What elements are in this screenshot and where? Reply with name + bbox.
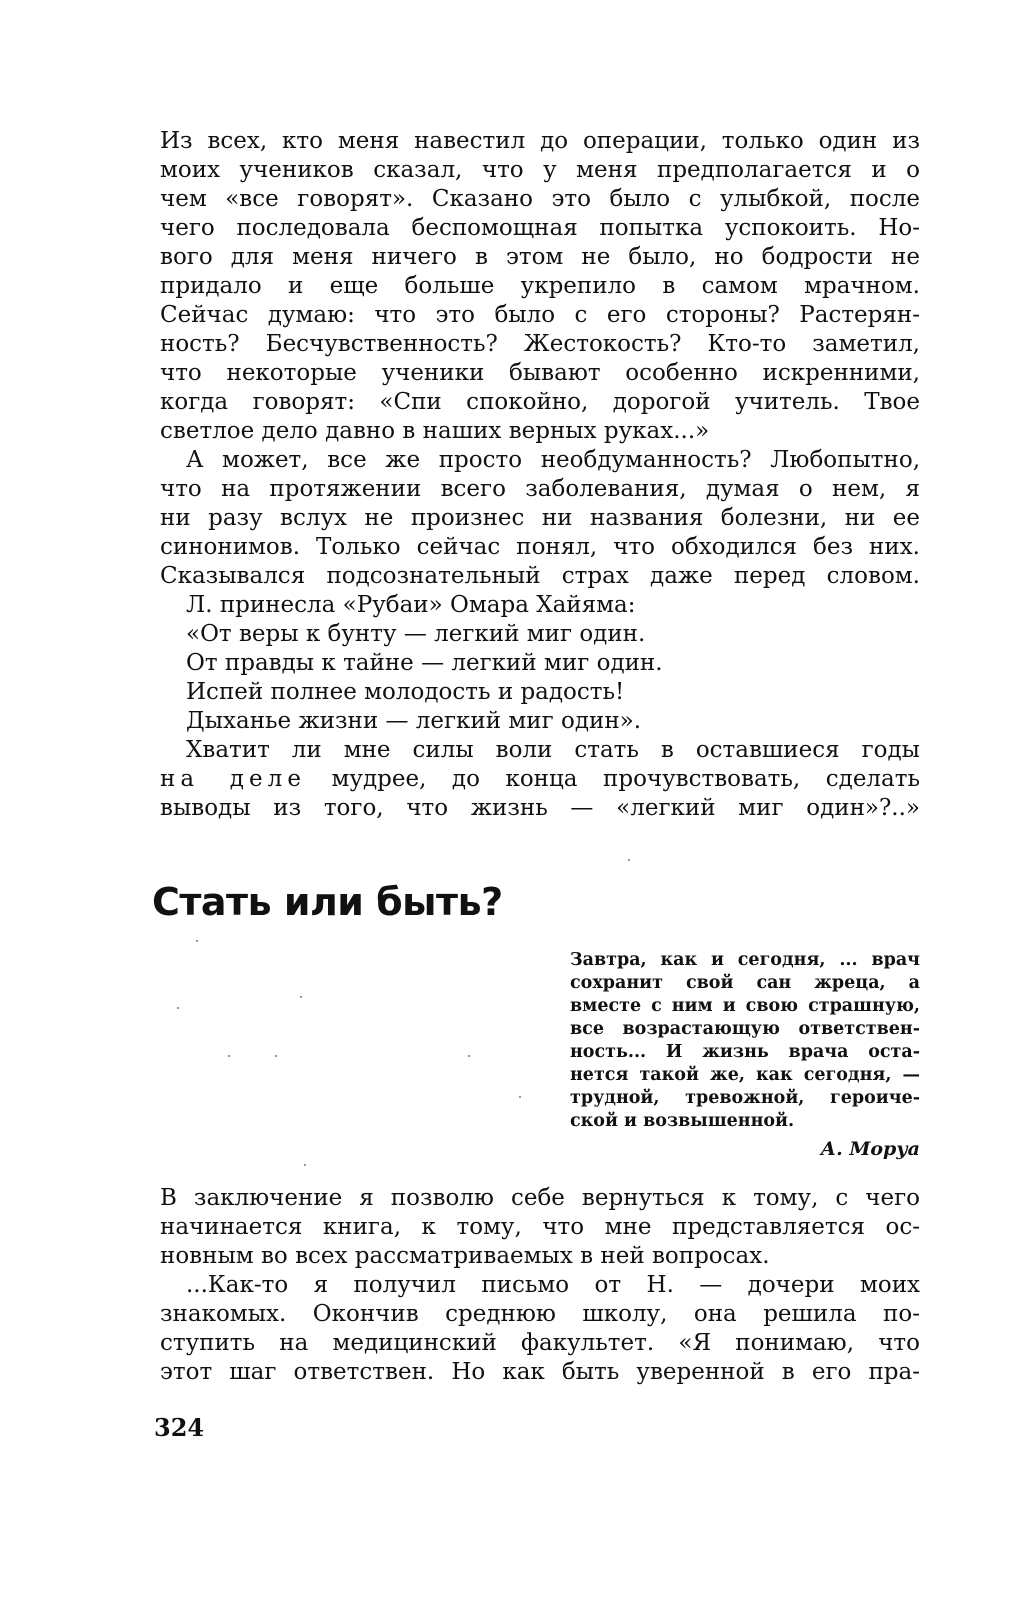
- text-line: вого для меня ничего в этом не было, но бодрости не: [160, 244, 920, 270]
- poem-intro: Л. принесла «Рубаи» Омара Хайяма:: [186, 592, 636, 618]
- poem-line: От правды к тайне — легкий миг один.: [186, 650, 663, 676]
- epigraph-author: А. Моруа: [820, 1138, 920, 1160]
- scan-speck: [275, 1055, 277, 1057]
- text-line: выводы из того, что жизнь — «легкий миг один»?..»: [160, 795, 920, 821]
- text-line: этот шаг ответствен. Но как быть уверенной в его пра-: [160, 1359, 920, 1385]
- scan-speck: [304, 1164, 306, 1166]
- poem-line: Испей полнее молодость и радость!: [186, 679, 625, 705]
- text-line: когда говорят: «Спи спокойно, дорогой учитель. Твое: [160, 389, 920, 415]
- text-line: знакомых. Окончив среднюю школу, она решила по-: [160, 1301, 920, 1327]
- text-line: А может, все же просто необдуманность? Любопытно,: [186, 447, 920, 473]
- poem-line: «От веры к бунту — легкий миг один.: [186, 621, 646, 647]
- text-line: [160, 765, 920, 794]
- text-line: В заключение я позволю себе вернуться к тому, с чего: [160, 1185, 920, 1211]
- page-number: 324: [154, 1413, 205, 1442]
- scan-speck: [628, 859, 630, 861]
- epigraph-line: все возрастающую ответствен-: [570, 1019, 920, 1039]
- epigraph-line: нется такой же, как сегодня, —: [570, 1065, 920, 1085]
- text-line: чем «все говорят». Сказано это было с улыбкой, после: [160, 186, 920, 212]
- text-line: Сказывался подсознательный страх даже перед словом.: [160, 563, 920, 589]
- text-line: ...Как-то я получил письмо от Н. — дочери моих: [186, 1272, 920, 1298]
- epigraph-line: ность... И жизнь врача оста-: [570, 1042, 920, 1062]
- text-line: новным во всех рассматриваемых в ней вопросах.: [160, 1243, 770, 1269]
- text-line: чего последовала беспомощная попытка успокоить. Но-: [160, 215, 920, 241]
- text-line: что некоторые ученики бывают особенно искренними,: [160, 360, 920, 386]
- text-line: Хватит ли мне силы воли стать в оставшиеся годы: [186, 737, 920, 763]
- poem-line: Дыханье жизни — легкий миг один».: [186, 708, 642, 734]
- text-line: ступить на медицинский факультет. «Я понимаю, что: [160, 1330, 920, 1356]
- scan-speck: [519, 1096, 521, 1098]
- scan-speck: [196, 940, 198, 942]
- epigraph-line: Завтра, как и сегодня, ... врач: [570, 950, 920, 970]
- text-line: синонимов. Только сейчас понял, что обходился без них.: [160, 534, 920, 560]
- text-line: Сейчас думаю: что это было с его стороны? Растерян-: [160, 302, 920, 328]
- epigraph-line: сохранит свой сан жреца, а: [570, 973, 920, 993]
- epigraph-line: ской и возвышенной.: [570, 1111, 795, 1131]
- scan-speck: [177, 1007, 179, 1009]
- section-heading: Стать или быть?: [152, 880, 503, 924]
- scan-speck: [468, 1055, 470, 1057]
- text-line: ни разу вслух не произнес ни названия болезни, ни ее: [160, 505, 920, 531]
- text-line: светлое дело давно в наших верных руках...»: [160, 418, 710, 444]
- epigraph-line: трудной, тревожной, героиче-: [570, 1088, 920, 1108]
- text-line: придало и еще больше укрепило в самом мрачном.: [160, 273, 920, 299]
- text-line: что на протяжении всего заболевания, думая о нем, я: [160, 476, 920, 502]
- text-line: начинается книга, к тому, что мне представляется ос-: [160, 1214, 920, 1240]
- text-line: ность? Бесчувственность? Жестокость? Кто-то заметил,: [160, 331, 920, 357]
- text-line: моих учеников сказал, что у меня предполагается и о: [160, 157, 920, 183]
- text-fragment: мудрее, до конца прочувствовать, сделать: [306, 766, 920, 792]
- scan-speck: [300, 996, 302, 998]
- emphasized-phrase: на деле: [160, 766, 306, 792]
- scan-speck: [228, 1055, 230, 1057]
- epigraph-line: вместе с ним и свою страшную,: [570, 996, 920, 1016]
- text-line: Из всех, кто меня навестил до операции, только один из: [160, 128, 920, 154]
